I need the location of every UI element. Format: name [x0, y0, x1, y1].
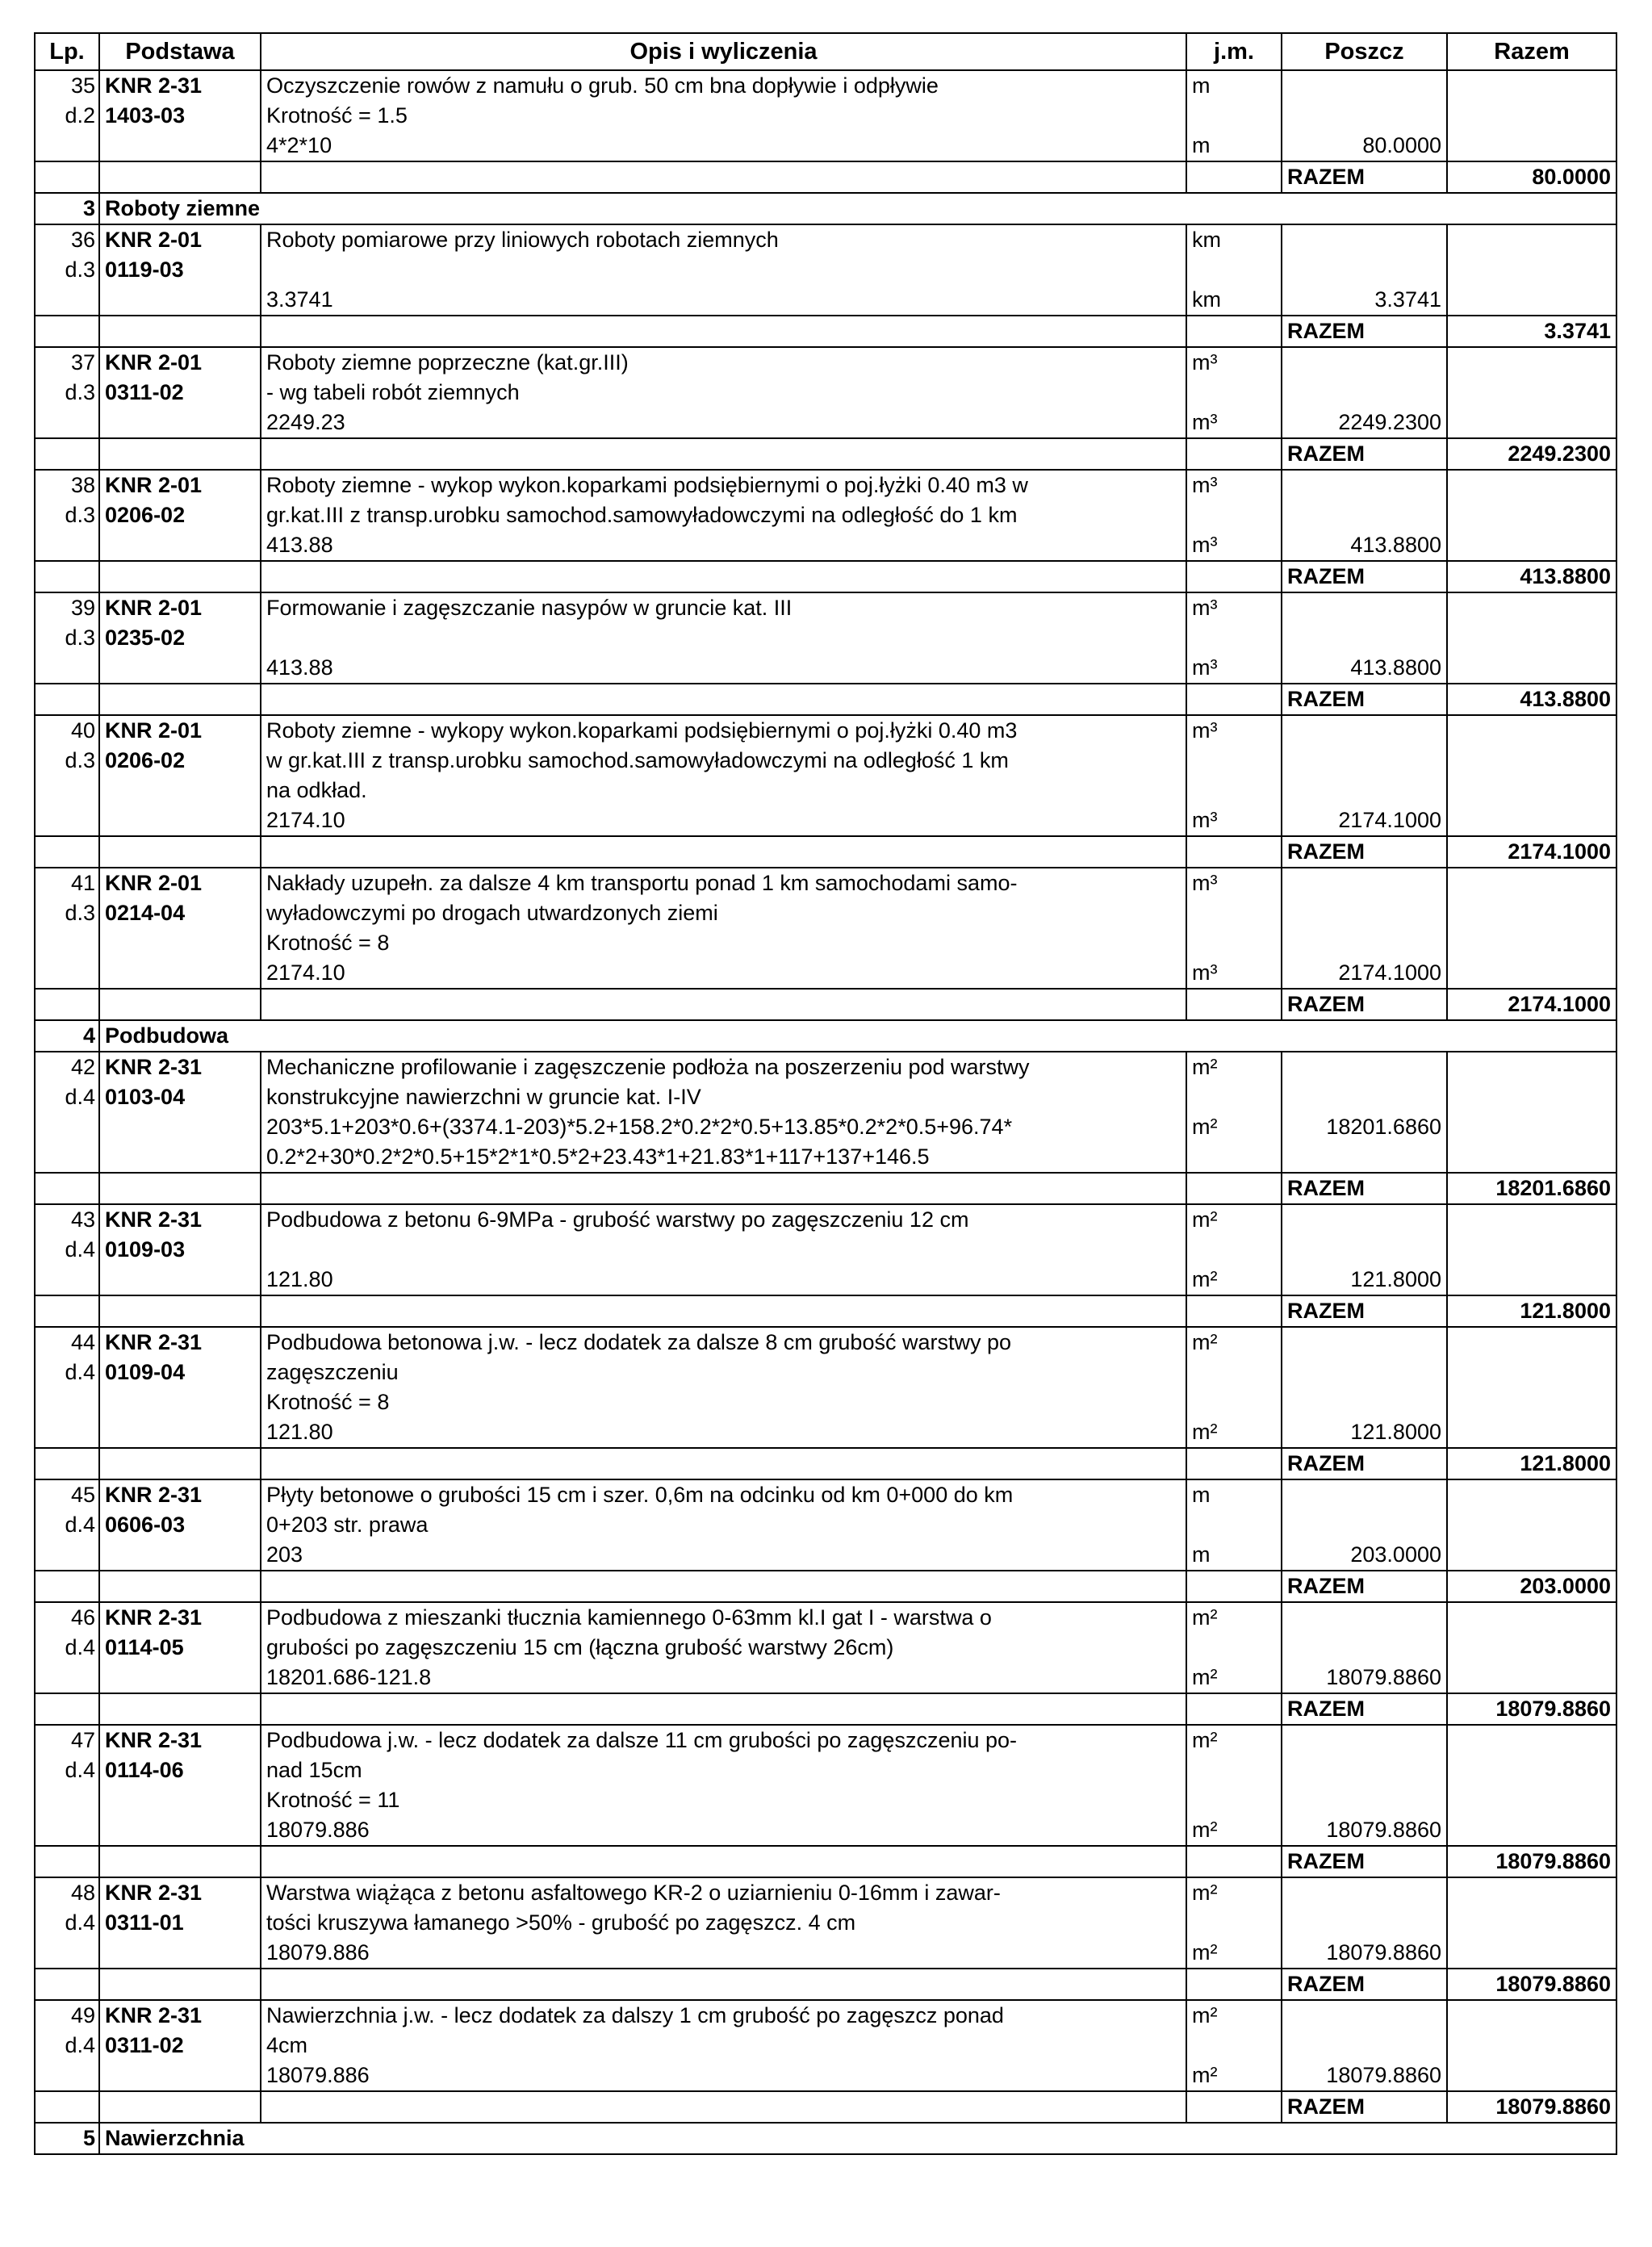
razem-empty-opis	[261, 161, 1186, 193]
razem-value: 121.8000	[1447, 1295, 1616, 1327]
item-jm: m² m²	[1186, 1877, 1282, 1969]
item-podstawa: KNR 2-31 1403-03	[99, 70, 261, 161]
item-razem-empty	[1447, 1052, 1616, 1173]
cost-estimate-page	[34, 32, 1616, 2155]
razem-empty-lp	[35, 1173, 99, 1204]
razem-row	[35, 836, 1616, 868]
razem-row	[35, 1846, 1616, 1877]
item-podstawa: KNR 2-31 0103-04	[99, 1052, 261, 1173]
razem-label: RAZEM	[1282, 1295, 1447, 1327]
item-razem-empty	[1447, 592, 1616, 684]
razem-empty-opis	[261, 1295, 1186, 1327]
razem-label: RAZEM	[1282, 1173, 1447, 1204]
section-number: 3	[35, 193, 99, 224]
razem-empty-opis	[261, 989, 1186, 1020]
razem-empty-jm	[1186, 561, 1282, 592]
razem-empty-jm	[1186, 684, 1282, 715]
razem-empty-opis	[261, 1969, 1186, 2000]
razem-row	[35, 1173, 1616, 1204]
razem-empty-podstawa	[99, 316, 261, 347]
item-lp: 48 d.4	[35, 1877, 99, 1969]
header-lp: Lp.	[35, 33, 99, 70]
razem-empty-podstawa	[99, 1571, 261, 1602]
item-poszcz: 18201.6860	[1282, 1052, 1447, 1173]
table-row	[35, 868, 1616, 989]
razem-empty-podstawa	[99, 1295, 261, 1327]
item-podstawa: KNR 2-01 0206-02	[99, 470, 261, 561]
razem-empty-podstawa	[99, 836, 261, 868]
item-razem-empty	[1447, 1602, 1616, 1693]
item-jm: m² m²	[1186, 1602, 1282, 1693]
table-row	[35, 592, 1616, 684]
item-jm: m² m²	[1186, 2000, 1282, 2091]
item-podstawa: KNR 2-31 0109-04	[99, 1327, 261, 1448]
item-razem-empty	[1447, 470, 1616, 561]
table-row	[35, 224, 1616, 316]
razem-empty-lp	[35, 1295, 99, 1327]
razem-empty-lp	[35, 1448, 99, 1479]
item-podstawa: KNR 2-01 0206-02	[99, 715, 261, 836]
razem-empty-podstawa	[99, 2091, 261, 2123]
razem-empty-jm	[1186, 1571, 1282, 1602]
header-razem: Razem	[1447, 33, 1616, 70]
razem-value: 413.8800	[1447, 684, 1616, 715]
razem-label: RAZEM	[1282, 1969, 1447, 2000]
razem-empty-opis	[261, 1693, 1186, 1725]
razem-empty-opis	[261, 1571, 1186, 1602]
razem-empty-opis	[261, 2091, 1186, 2123]
razem-empty-podstawa	[99, 1969, 261, 2000]
razem-row	[35, 684, 1616, 715]
item-lp: 47 d.4	[35, 1725, 99, 1846]
item-jm: km km	[1186, 224, 1282, 316]
razem-empty-jm	[1186, 1846, 1282, 1877]
razem-empty-opis	[261, 836, 1186, 868]
item-poszcz: 3.3741	[1282, 224, 1447, 316]
item-poszcz: 18079.8860	[1282, 1725, 1447, 1846]
item-lp: 37 d.3	[35, 347, 99, 438]
item-jm: m³ m³	[1186, 715, 1282, 836]
item-opis: Podbudowa z mieszanki tłucznia kamiennego 0-63mm kl.I gat I - warstwa o grubości po zagęszczeniu 15 cm (łączna grubość warstwy 26cm) 18201.686-121.8	[261, 1602, 1186, 1693]
razem-label: RAZEM	[1282, 836, 1447, 868]
razem-value: 3.3741	[1447, 316, 1616, 347]
item-jm: m² m²	[1186, 1725, 1282, 1846]
razem-empty-opis	[261, 438, 1186, 470]
table-row	[35, 715, 1616, 836]
table-row	[35, 2000, 1616, 2091]
item-opis: Roboty pomiarowe przy liniowych robotach ziemnych 3.3741	[261, 224, 1186, 316]
item-opis: Warstwa wiążąca z betonu asfaltowego KR-2 o uziarnieniu 0-16mm i zawar- tości kruszywa łamanego >50% - grubość po zagęszcz. 4 cm 18079.886	[261, 1877, 1186, 1969]
razem-row	[35, 316, 1616, 347]
item-jm: m² m²	[1186, 1204, 1282, 1295]
razem-value: 18079.8860	[1447, 1969, 1616, 2000]
item-poszcz: 203.0000	[1282, 1479, 1447, 1571]
item-jm: m³ m³	[1186, 470, 1282, 561]
item-lp: 40 d.3	[35, 715, 99, 836]
table-row	[35, 1327, 1616, 1448]
razem-row	[35, 989, 1616, 1020]
razem-empty-jm	[1186, 316, 1282, 347]
razem-empty-podstawa	[99, 1173, 261, 1204]
item-lp: 39 d.3	[35, 592, 99, 684]
section-title: Podbudowa	[99, 1020, 1616, 1052]
item-podstawa: KNR 2-01 0311-02	[99, 347, 261, 438]
item-poszcz: 18079.8860	[1282, 1602, 1447, 1693]
razem-empty-opis	[261, 1846, 1186, 1877]
razem-row	[35, 2091, 1616, 2123]
section-number: 4	[35, 1020, 99, 1052]
item-razem-empty	[1447, 1725, 1616, 1846]
item-lp: 35 d.2	[35, 70, 99, 161]
header-opis: Opis i wyliczenia	[261, 33, 1186, 70]
table-row	[35, 1725, 1616, 1846]
razem-empty-podstawa	[99, 161, 261, 193]
item-jm: m m	[1186, 1479, 1282, 1571]
razem-empty-jm	[1186, 989, 1282, 1020]
razem-empty-lp	[35, 1571, 99, 1602]
item-razem-empty	[1447, 347, 1616, 438]
razem-label: RAZEM	[1282, 1846, 1447, 1877]
item-podstawa: KNR 2-31 0311-02	[99, 2000, 261, 2091]
razem-empty-jm	[1186, 836, 1282, 868]
razem-empty-opis	[261, 561, 1186, 592]
razem-label: RAZEM	[1282, 1571, 1447, 1602]
item-lp: 46 d.4	[35, 1602, 99, 1693]
razem-row	[35, 561, 1616, 592]
razem-empty-opis	[261, 684, 1186, 715]
item-opis: Podbudowa j.w. - lecz dodatek za dalsze 11 cm grubości po zagęszczeniu po- nad 15cm Krotność = 11 18079.886	[261, 1725, 1186, 1846]
razem-empty-lp	[35, 989, 99, 1020]
razem-empty-jm	[1186, 2091, 1282, 2123]
section-row	[35, 193, 1616, 224]
item-poszcz: 413.8800	[1282, 592, 1447, 684]
item-lp: 41 d.3	[35, 868, 99, 989]
item-opis: Formowanie i zagęszczanie nasypów w gruncie kat. III 413.88	[261, 592, 1186, 684]
item-opis: Płyty betonowe o grubości 15 cm i szer. 0,6m na odcinku od km 0+000 do km 0+203 str. prawa 203	[261, 1479, 1186, 1571]
header-row	[35, 33, 1616, 70]
razem-value: 18079.8860	[1447, 1846, 1616, 1877]
item-poszcz: 2174.1000	[1282, 715, 1447, 836]
item-razem-empty	[1447, 70, 1616, 161]
item-lp: 43 d.4	[35, 1204, 99, 1295]
item-razem-empty	[1447, 868, 1616, 989]
item-opis: Nawierzchnia j.w. - lecz dodatek za dalszy 1 cm grubość po zagęszcz ponad 4cm 18079.886	[261, 2000, 1186, 2091]
item-poszcz: 2249.2300	[1282, 347, 1447, 438]
section-row	[35, 2123, 1616, 2154]
item-poszcz: 18079.8860	[1282, 1877, 1447, 1969]
razem-empty-jm	[1186, 438, 1282, 470]
item-podstawa: KNR 2-31 0606-03	[99, 1479, 261, 1571]
item-jm: m³ m³	[1186, 868, 1282, 989]
table-row	[35, 70, 1616, 161]
item-lp: 45 d.4	[35, 1479, 99, 1571]
item-razem-empty	[1447, 1204, 1616, 1295]
razem-value: 18201.6860	[1447, 1173, 1616, 1204]
table-row	[35, 1052, 1616, 1173]
item-razem-empty	[1447, 224, 1616, 316]
item-podstawa: KNR 2-01 0119-03	[99, 224, 261, 316]
item-opis: Mechaniczne profilowanie i zagęszczenie podłoża na poszerzeniu pod warstwy konstrukcyjne nawierzchni w gruncie kat. I-IV 203*5.1+203*0.6+(3374.1-203)*5.2+158.2*0.2*2*0.5+13.85*0.2*2*0.5+96.74* 0.2*2+30*0.2*2*0.5+15*2*1*0.5*2+23.43*1+21.83*1+117+137+146.5	[261, 1052, 1186, 1173]
item-podstawa: KNR 2-31 0114-05	[99, 1602, 261, 1693]
razem-empty-jm	[1186, 1448, 1282, 1479]
section-title: Nawierzchnia	[99, 2123, 1616, 2154]
razem-empty-jm	[1186, 1295, 1282, 1327]
item-opis: Podbudowa z betonu 6-9MPa - grubość warstwy po zagęszczeniu 12 cm 121.80	[261, 1204, 1186, 1295]
section-number: 5	[35, 2123, 99, 2154]
razem-empty-jm	[1186, 1693, 1282, 1725]
razem-row	[35, 438, 1616, 470]
razem-label: RAZEM	[1282, 1448, 1447, 1479]
razem-empty-jm	[1186, 161, 1282, 193]
razem-value: 2174.1000	[1447, 989, 1616, 1020]
table-row	[35, 1877, 1616, 1969]
razem-empty-opis	[261, 316, 1186, 347]
section-title: Roboty ziemne	[99, 193, 1616, 224]
razem-empty-podstawa	[99, 989, 261, 1020]
razem-empty-opis	[261, 1448, 1186, 1479]
cost-estimate-table	[34, 32, 1617, 2155]
razem-row	[35, 1693, 1616, 1725]
item-opis: Roboty ziemne - wykopy wykon.koparkami podsiębiernymi o poj.łyżki 0.40 m3 w gr.kat.III z transp.urobku samochod.samowyładowczymi na odległość 1 km na odkład. 2174.10	[261, 715, 1186, 836]
table-row	[35, 1204, 1616, 1295]
razem-label: RAZEM	[1282, 161, 1447, 193]
item-opis: Oczyszczenie rowów z namułu o grub. 50 cm bna dopływie i odpływie Krotność = 1.5 4*2*10	[261, 70, 1186, 161]
razem-empty-podstawa	[99, 438, 261, 470]
razem-empty-lp	[35, 2091, 99, 2123]
item-poszcz: 80.0000	[1282, 70, 1447, 161]
item-razem-empty	[1447, 1327, 1616, 1448]
item-lp: 38 d.3	[35, 470, 99, 561]
item-opis: Roboty ziemne - wykop wykon.koparkami podsiębiernymi o poj.łyżki 0.40 m3 w gr.kat.III z transp.urobku samochod.samowyładowczymi na odległość do 1 km 413.88	[261, 470, 1186, 561]
razem-value: 121.8000	[1447, 1448, 1616, 1479]
item-jm: m² m²	[1186, 1327, 1282, 1448]
razem-empty-lp	[35, 1693, 99, 1725]
item-poszcz: 121.8000	[1282, 1327, 1447, 1448]
razem-empty-podstawa	[99, 1846, 261, 1877]
razem-value: 413.8800	[1447, 561, 1616, 592]
item-jm: m m	[1186, 70, 1282, 161]
item-poszcz: 18079.8860	[1282, 2000, 1447, 2091]
razem-empty-podstawa	[99, 1448, 261, 1479]
item-poszcz: 2174.1000	[1282, 868, 1447, 989]
razem-label: RAZEM	[1282, 1693, 1447, 1725]
item-razem-empty	[1447, 1877, 1616, 1969]
razem-empty-opis	[261, 1173, 1186, 1204]
table-row	[35, 1479, 1616, 1571]
razem-empty-lp	[35, 161, 99, 193]
item-poszcz: 121.8000	[1282, 1204, 1447, 1295]
item-lp: 42 d.4	[35, 1052, 99, 1173]
table-row	[35, 1602, 1616, 1693]
header-jm: j.m.	[1186, 33, 1282, 70]
table-row	[35, 470, 1616, 561]
item-opis: Nakłady uzupełn. za dalsze 4 km transportu ponad 1 km samochodami samo- wyładowczymi po drogach utwardzonych ziemi Krotność = 8 2174.10	[261, 868, 1186, 989]
section-row	[35, 1020, 1616, 1052]
razem-empty-lp	[35, 836, 99, 868]
razem-empty-lp	[35, 561, 99, 592]
item-razem-empty	[1447, 1479, 1616, 1571]
razem-value: 203.0000	[1447, 1571, 1616, 1602]
razem-row	[35, 1295, 1616, 1327]
table-body	[35, 70, 1616, 2154]
header-podstawa: Podstawa	[99, 33, 261, 70]
item-opis: Podbudowa betonowa j.w. - lecz dodatek za dalsze 8 cm grubość warstwy po zagęszczeniu Krotność = 8 121.80	[261, 1327, 1186, 1448]
razem-empty-lp	[35, 438, 99, 470]
item-podstawa: KNR 2-01 0214-04	[99, 868, 261, 989]
razem-empty-podstawa	[99, 684, 261, 715]
razem-row	[35, 1448, 1616, 1479]
razem-value: 80.0000	[1447, 161, 1616, 193]
item-podstawa: KNR 2-31 0114-06	[99, 1725, 261, 1846]
item-poszcz: 413.8800	[1282, 470, 1447, 561]
item-jm: m² m²	[1186, 1052, 1282, 1173]
razem-label: RAZEM	[1282, 989, 1447, 1020]
razem-row	[35, 1969, 1616, 2000]
razem-empty-lp	[35, 1846, 99, 1877]
item-podstawa: KNR 2-31 0109-03	[99, 1204, 261, 1295]
razem-label: RAZEM	[1282, 684, 1447, 715]
razem-value: 2174.1000	[1447, 836, 1616, 868]
razem-value: 2249.2300	[1447, 438, 1616, 470]
razem-empty-podstawa	[99, 1693, 261, 1725]
header-poszcz: Poszcz	[1282, 33, 1447, 70]
razem-row	[35, 161, 1616, 193]
item-lp: 36 d.3	[35, 224, 99, 316]
item-jm: m³ m³	[1186, 347, 1282, 438]
item-razem-empty	[1447, 715, 1616, 836]
razem-empty-lp	[35, 316, 99, 347]
razem-value: 18079.8860	[1447, 1693, 1616, 1725]
item-lp: 44 d.4	[35, 1327, 99, 1448]
razem-empty-jm	[1186, 1969, 1282, 2000]
razem-label: RAZEM	[1282, 316, 1447, 347]
item-podstawa: KNR 2-01 0235-02	[99, 592, 261, 684]
razem-empty-jm	[1186, 1173, 1282, 1204]
razem-empty-lp	[35, 684, 99, 715]
item-lp: 49 d.4	[35, 2000, 99, 2091]
item-razem-empty	[1447, 2000, 1616, 2091]
item-podstawa: KNR 2-31 0311-01	[99, 1877, 261, 1969]
item-opis: Roboty ziemne poprzeczne (kat.gr.III) - wg tabeli robót ziemnych 2249.23	[261, 347, 1186, 438]
razem-empty-podstawa	[99, 561, 261, 592]
item-jm: m³ m³	[1186, 592, 1282, 684]
razem-label: RAZEM	[1282, 438, 1447, 470]
razem-label: RAZEM	[1282, 561, 1447, 592]
razem-value: 18079.8860	[1447, 2091, 1616, 2123]
razem-empty-lp	[35, 1969, 99, 2000]
razem-row	[35, 1571, 1616, 1602]
table-row	[35, 347, 1616, 438]
razem-label: RAZEM	[1282, 2091, 1447, 2123]
